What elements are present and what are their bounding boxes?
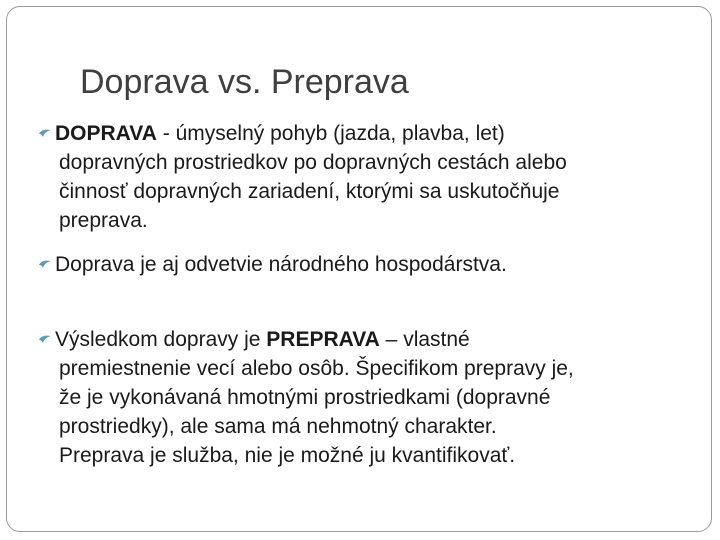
bullet-line: činnosť dopravných zariadení, ktorými sa uskutočňuje xyxy=(59,180,560,203)
bullet-line xyxy=(55,119,710,148)
bullet-item-doprava xyxy=(38,119,710,235)
bullet-icon xyxy=(38,259,52,271)
bullet-line: premiestnenie vecí alebo osôb. Špecifikom prepravy je, xyxy=(59,357,574,380)
bullet-line: Preprava je služba, nie je možné ju kvantifikovať. xyxy=(59,444,516,467)
line-text: Výsledkom dopravy je xyxy=(55,328,267,351)
bullet-item-preprava xyxy=(38,325,710,470)
bold-term: PREPRAVA xyxy=(266,328,380,351)
bullet-item-odvetvie xyxy=(38,250,710,279)
bullet-line xyxy=(55,325,710,354)
bullet-line: dopravných prostriedkov po dopravných cestách alebo xyxy=(59,151,567,174)
line-text: - úmyselný pohyb (jazda, plavba, let) xyxy=(156,122,505,145)
bullet-line: Doprava je aj odvetvie národného hospodárstva. xyxy=(55,253,507,276)
bullet-icon xyxy=(38,334,52,346)
bullet-line: prostriedky), ale sama má nehmotný charakter. xyxy=(59,415,497,438)
bullet-line: preprava. xyxy=(59,209,148,232)
bullet-text xyxy=(55,325,710,470)
line-text: – vlastné xyxy=(379,328,470,351)
bullet-text xyxy=(55,119,710,235)
bullet-icon xyxy=(38,128,52,140)
slide-title: Doprava vs. Preprava xyxy=(80,63,409,101)
bullet-line: že je vykonávaná hmotnými prostriedkami (dopravné xyxy=(59,386,551,409)
bullet-text xyxy=(55,250,710,279)
bold-term: DOPRAVA xyxy=(55,122,157,145)
